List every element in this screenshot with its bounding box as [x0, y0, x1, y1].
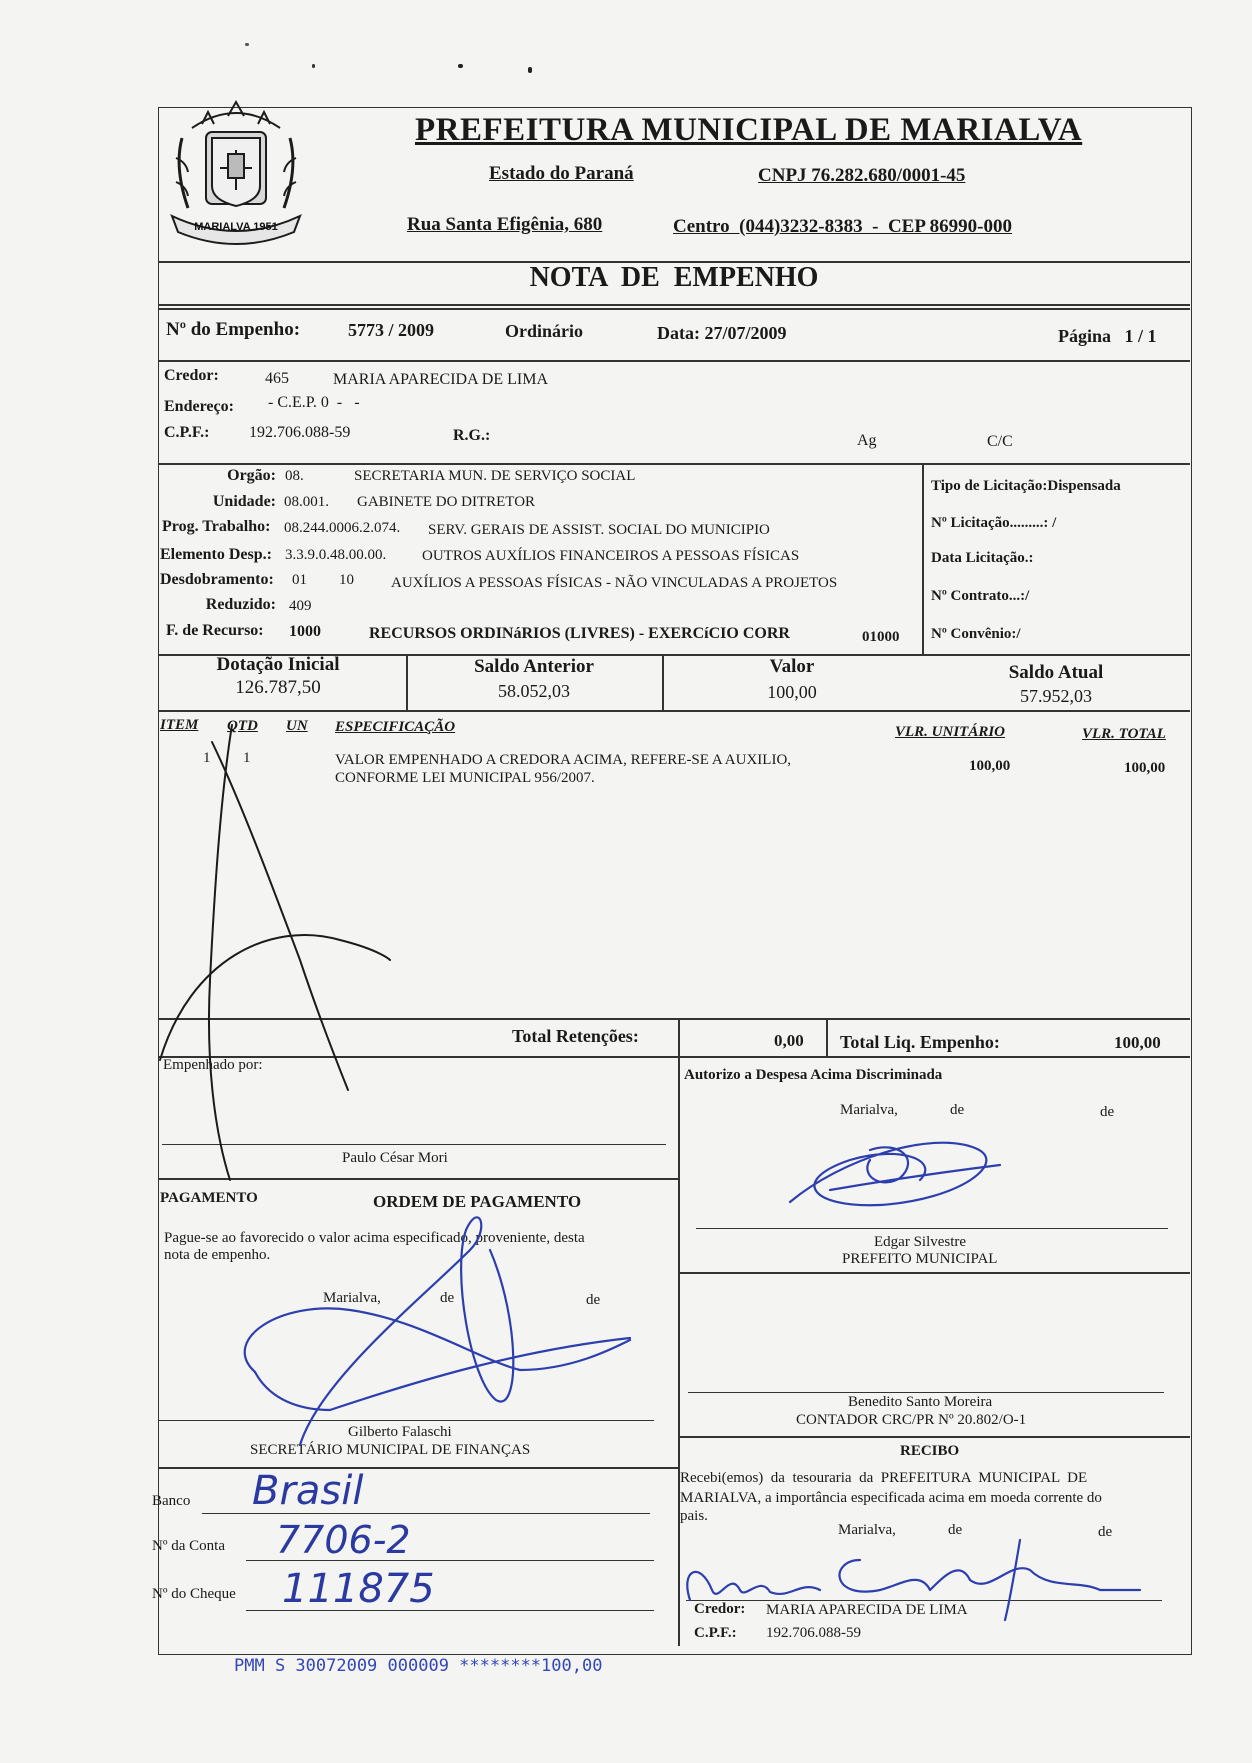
tipo-licitacao: Tipo de Licitação:Dispensada [931, 478, 1121, 494]
pagamento-city: Marialva, [323, 1290, 381, 1306]
col-un-header: UN [286, 718, 308, 734]
prog-trabalho-name: SERV. GERAIS DE ASSIST. SOCIAL DO MUNICIPIO [428, 522, 770, 538]
credor-name: MARIA APARECIDA DE LIMA [333, 371, 548, 388]
item-row-spec-line-2: CONFORME LEI MUNICIPAL 956/2007. [335, 770, 595, 786]
desdobramento-code-1: 01 [292, 572, 307, 588]
orgao-name: SECRETARIA MUN. DE SERVIÇO SOCIAL [354, 468, 636, 484]
col-item-header: ITEM [160, 717, 199, 733]
recibo-cpf-value: 192.706.088-59 [766, 1625, 861, 1641]
fonte-recurso-code: 1000 [289, 623, 321, 640]
recibo-city: Marialva, [838, 1522, 896, 1538]
coat-of-arms-logo [162, 98, 310, 258]
conta-label: Nº da Conta [152, 1538, 225, 1554]
scan-speck [528, 67, 532, 73]
pagamento-label: PAGAMENTO [160, 1190, 258, 1206]
credor-code: 465 [265, 370, 289, 387]
recibo-credor-label: Credor: [694, 1601, 746, 1617]
svg-text:MARIALVA 1951: MARIALVA 1951 [194, 221, 278, 233]
recibo-title: RECIBO [900, 1443, 960, 1459]
secretario-name: Gilberto Falaschi [348, 1424, 452, 1440]
empenhado-por-name: Paulo César Mori [342, 1150, 448, 1166]
numero-contrato: Nº Contrato...:/ [931, 588, 1030, 604]
empenhado-por-label: Empenhado por: [163, 1057, 263, 1073]
empenho-number-label: Nº do Empenho: [166, 319, 301, 340]
data-licitacao: Data Licitação.: [931, 550, 1034, 566]
state-name: Estado do Paraná [489, 163, 634, 184]
autorizo-de-2: de [1100, 1104, 1115, 1120]
orgao-label: Orgão: [227, 467, 276, 484]
dotacao-inicial-value: 126.787,50 [235, 677, 321, 698]
cnpj: CNPJ 76.282.680/0001-45 [758, 165, 966, 186]
credor-label: Credor: [164, 367, 219, 384]
cc-label: C/C [987, 433, 1013, 450]
prefeito-name: Edgar Silvestre [874, 1234, 967, 1250]
valor-label: Valor [769, 656, 815, 677]
endereco-value: - C.E.P. 0 - - [268, 394, 360, 411]
col-total-value-header: VLR. TOTAL [1082, 726, 1166, 742]
reduzido-label: Reduzido: [205, 596, 276, 613]
total-liquido-value: 100,00 [1114, 1033, 1161, 1052]
fonte-recurso-code-2: 01000 [862, 629, 900, 645]
fonte-recurso-label: F. de Recurso: [166, 622, 264, 639]
district-phone-cep: Centro (044)3232-8383 - CEP 86990-000 [673, 216, 1012, 237]
elemento-despesa-code: 3.3.9.0.48.00.00. [285, 547, 387, 563]
fonte-recurso-name: RECURSOS ORDINáRIOS (LIVRES) - EXERCíCIO CORR [369, 625, 790, 642]
cheque-handwritten: 111875 [282, 1566, 435, 1612]
unidade-name: GABINETE DO DITRETOR [357, 494, 536, 510]
rg-label: R.G.: [453, 427, 491, 444]
conta-handwritten: 7706-2 [276, 1518, 411, 1562]
endereco-label: Endereço: [164, 398, 234, 415]
empenho-number: 5773 / 2009 [348, 320, 435, 340]
saldo-atual-value: 57.952,03 [1020, 686, 1092, 706]
banco-handwritten: Brasil [252, 1468, 364, 1514]
item-row-spec-line-1: VALOR EMPENHADO A CREDORA ACIMA, REFERE-SE A AUXILIO, [335, 752, 792, 768]
col-unit-value-header: VLR. UNITÁRIO [895, 724, 1006, 740]
prefeito-role: PREFEITO MUNICIPAL [842, 1251, 998, 1267]
banco-label: Banco [152, 1493, 191, 1509]
recibo-text-line-3: pais. [680, 1508, 708, 1524]
item-row-qtd: 1 [243, 750, 251, 766]
desdobramento-name: AUXÍLIOS A PESSOAS FÍSICAS - NÃO VINCULADAS A PROJETOS [391, 575, 838, 591]
contador-name: Benedito Santo Moreira [848, 1394, 993, 1410]
scan-speck [458, 64, 463, 68]
recibo-credor-name: MARIA APARECIDA DE LIMA [766, 1602, 968, 1618]
saldo-anterior-value: 58.052,03 [498, 681, 570, 701]
cpf-label: C.P.F.: [164, 424, 210, 441]
contador-role: CONTADOR CRC/PR Nº 20.802/O-1 [796, 1412, 1027, 1428]
item-row-total-value: 100,00 [1124, 760, 1166, 776]
item-row-unit-value: 100,00 [969, 758, 1011, 774]
elemento-despesa-name: OUTROS AUXÍLIOS FINANCEIROS A PESSOAS FÍSICAS [422, 548, 800, 564]
unidade-label: Unidade: [212, 493, 276, 510]
desdobramento-label: Desdobramento: [160, 571, 274, 588]
numero-licitacao: Nº Licitação.........: / [931, 515, 1057, 531]
cheque-label: Nº do Cheque [152, 1586, 236, 1602]
recibo-text-line-2: MARIALVA, a importância especificada acima em moeda corrente do [680, 1490, 1102, 1506]
reduzido-value: 409 [289, 598, 312, 614]
unidade-code: 08.001. [284, 494, 329, 510]
saldo-anterior-label: Saldo Anterior [474, 656, 594, 677]
ordem-pagamento-title: ORDEM DE PAGAMENTO [373, 1192, 582, 1211]
empenho-date: Data: 27/07/2009 [657, 323, 787, 343]
bank-stamp: PMM S 30072009 000009 ********100,00 [234, 1656, 603, 1676]
desdobramento-code-2: 10 [339, 572, 354, 588]
pagamento-de-1: de [440, 1290, 455, 1306]
secretario-role: SECRETÁRIO MUNICIPAL DE FINANÇAS [250, 1442, 531, 1458]
numero-convenio: Nº Convênio:/ [931, 626, 1021, 642]
recibo-de-2: de [1098, 1524, 1113, 1540]
page-number: Página 1 / 1 [1058, 326, 1157, 346]
total-retencoes-label: Total Retenções: [512, 1026, 639, 1046]
pagamento-de-2: de [586, 1292, 601, 1308]
total-retencoes-value: 0,00 [774, 1031, 804, 1050]
address: Rua Santa Efigênia, 680 [407, 214, 603, 235]
recibo-cpf-label: C.P.F.: [694, 1625, 737, 1641]
item-row-item: 1 [203, 750, 211, 766]
scan-speck [245, 43, 249, 46]
document-title: NOTA DE EMPENHO [529, 262, 819, 293]
ag-label: Ag [857, 432, 877, 449]
autorizo-city: Marialva, [840, 1102, 898, 1118]
dotacao-inicial-label: Dotação Inicial [216, 654, 340, 675]
col-qtd-header: QTD [227, 718, 258, 734]
cpf-value: 192.706.088-59 [249, 424, 351, 441]
recibo-de-1: de [948, 1522, 963, 1538]
pagamento-text-line-2: nota de empenho. [164, 1247, 271, 1263]
municipality-title: PREFEITURA MUNICIPAL DE MARIALVA [415, 112, 1083, 148]
autorizo-label: Autorizo a Despesa Acima Discriminada [684, 1067, 943, 1083]
elemento-despesa-label: Elemento Desp.: [160, 546, 272, 563]
orgao-code: 08. [285, 468, 304, 484]
prog-trabalho-code: 08.244.0006.2.074. [284, 520, 401, 536]
saldo-atual-label: Saldo Atual [1008, 662, 1104, 683]
empenho-type: Ordinário [505, 321, 584, 341]
prog-trabalho-label: Prog. Trabalho: [162, 518, 271, 535]
total-liquido-label: Total Liq. Empenho: [840, 1032, 1000, 1052]
recibo-text-line-1: Recebi(emos) da tesouraria da PREFEITURA MUNICIPAL DE [680, 1470, 1088, 1486]
col-spec-header: ESPECIFICAÇÃO [335, 719, 456, 735]
pagamento-text-line-1: Pague-se ao favorecido o valor acima especificado, proveniente, desta [164, 1230, 585, 1246]
autorizo-de-1: de [950, 1102, 965, 1118]
scan-speck [312, 64, 315, 68]
valor-value: 100,00 [767, 682, 817, 702]
